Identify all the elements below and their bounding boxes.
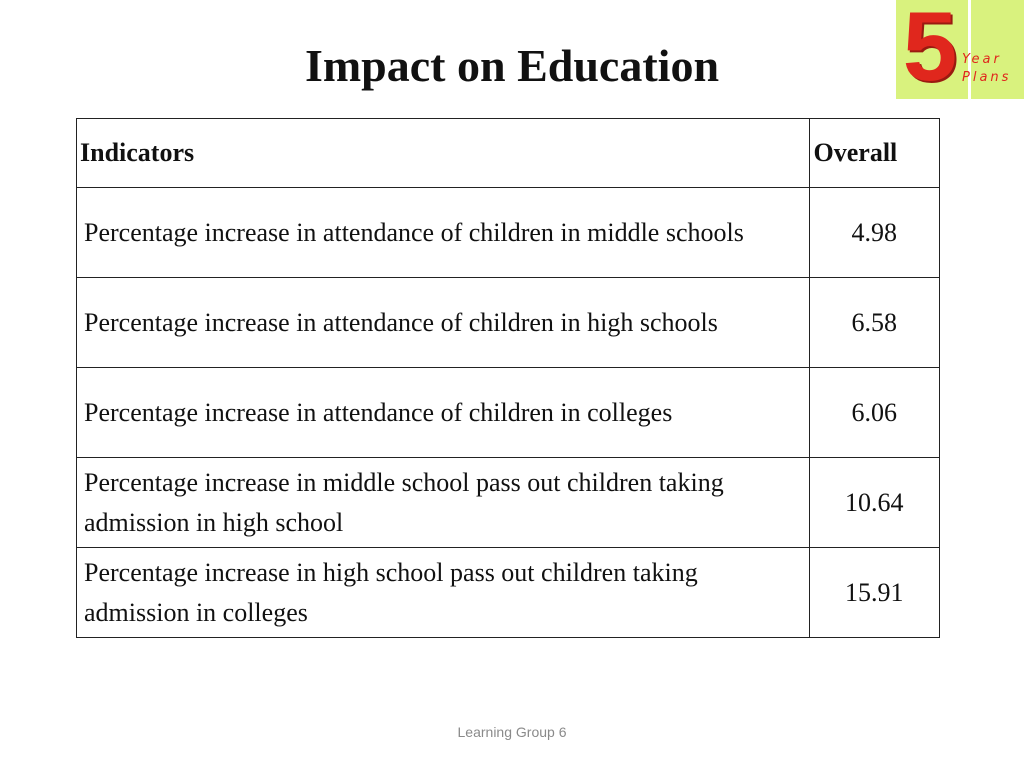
indicators-table bbox=[76, 118, 940, 638]
table-header-row bbox=[77, 119, 940, 188]
logo-number: 5 bbox=[902, 0, 958, 101]
logo-word-plans: Plans bbox=[962, 70, 1012, 85]
table-row bbox=[77, 368, 940, 458]
indicator-cell: Percentage increase in attendance of children in colleges bbox=[77, 368, 810, 458]
header-overall: Overall bbox=[809, 119, 939, 188]
table-row bbox=[77, 188, 940, 278]
overall-cell: 4.98 bbox=[809, 188, 939, 278]
indicator-cell: Percentage increase in middle school pass out children taking admission in high school bbox=[77, 458, 810, 548]
slide-footer: Learning Group 6 bbox=[457, 724, 567, 740]
logo-word-year: Year bbox=[962, 52, 1002, 67]
indicator-cell: Percentage increase in attendance of children in high schools bbox=[77, 278, 810, 368]
table-row bbox=[77, 278, 940, 368]
table-row bbox=[77, 548, 940, 638]
table-row bbox=[77, 458, 940, 548]
overall-cell: 15.91 bbox=[809, 548, 939, 638]
overall-cell: 10.64 bbox=[809, 458, 939, 548]
slide-title: Impact on Education bbox=[304, 40, 720, 91]
indicator-cell: Percentage increase in high school pass out children taking admission in colleges bbox=[77, 548, 810, 638]
five-year-plans-logo bbox=[896, 0, 1024, 99]
overall-cell: 6.58 bbox=[809, 278, 939, 368]
header-indicators: Indicators bbox=[77, 119, 810, 188]
indicator-cell: Percentage increase in attendance of children in middle schools bbox=[77, 188, 810, 278]
overall-cell: 6.06 bbox=[809, 368, 939, 458]
